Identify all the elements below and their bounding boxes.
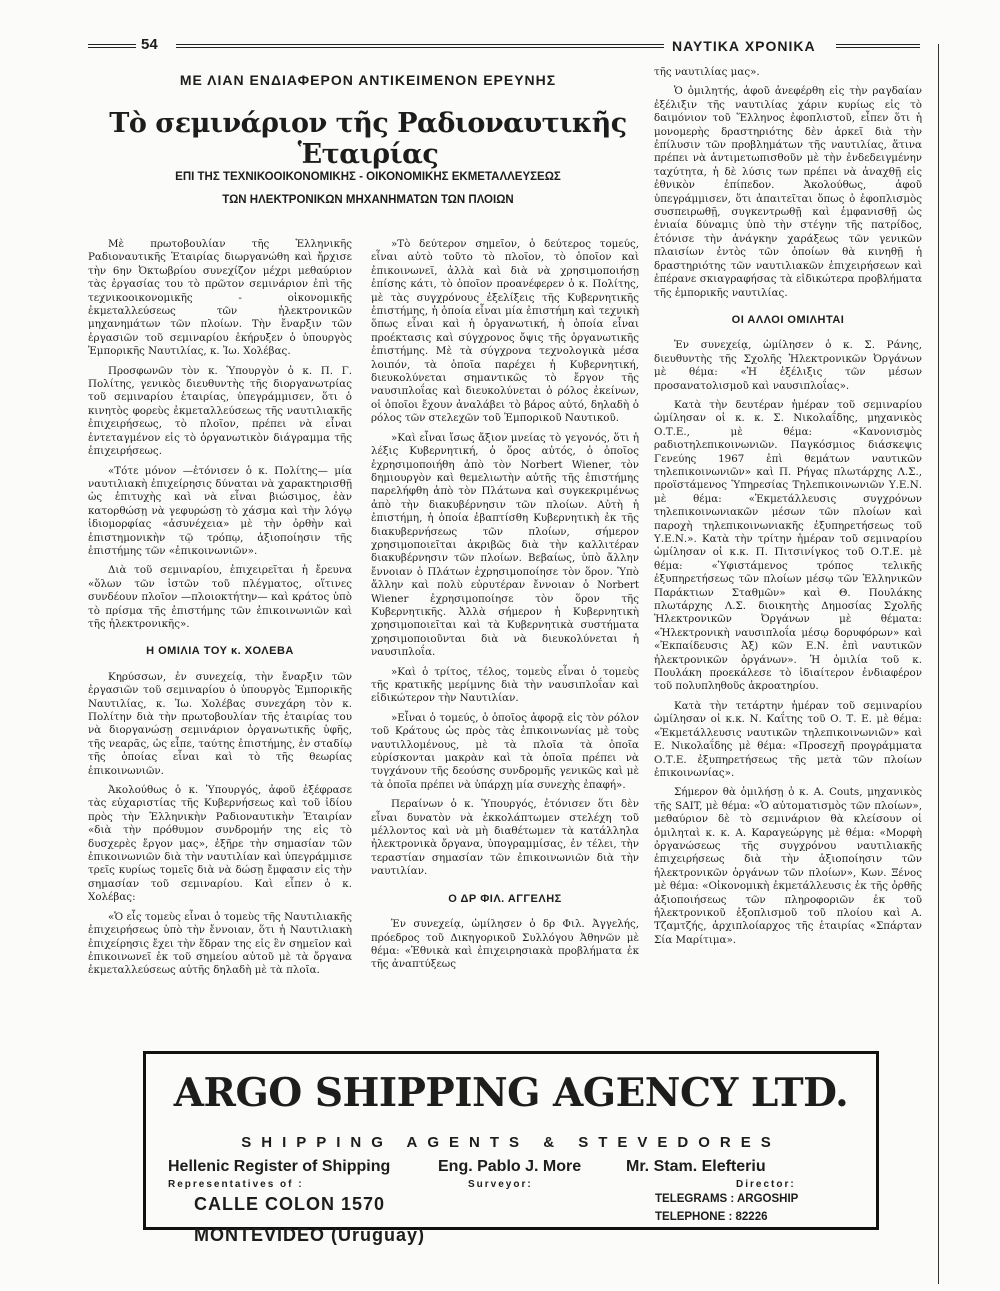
- paragraph: Ἀκολούθως ὁ κ. Ὑπουργός, ἀφοῦ ἐξέφρασε τὰς εὐχαριστίας τῆς Κυβερνήσεως καὶ τοῦ ἰδίου πρὸς τὴν Ἑλληνικὴν Ραδιοναυτικὴν Ἑταιρίαν «διὰ τὴν πρόθυμον συνδρομήν της εἰς τὸ δυσχερὲς ἔργον μας», ἐξῆρε τὴν σημασίαν τῶν ἐπικοινωνιῶν διὰ τὴν ναυτιλίαν καὶ ὑπεγράμμισε τρεῖς κυρίως τομεῖς διὰ νὰ δώσῃ ἔμφασιν εἰς τὴν σημασίαν τοῦ σεμιναρίου. Καὶ εἶπεν ὁ κ. Χολέβας:: [88, 784, 352, 904]
- ad-address-city: MONTEVIDEO (Uruguay): [194, 1225, 426, 1245]
- paragraph: »Εἶναι ὁ τομεύς, ὁ ὁποῖος ἀφορᾷ εἰς τὸν ρόλον τοῦ Κράτους ὡς πρὸς τὰς ἐπικοινωνίας μὲ τοὺς ναυτιλλομένους, μὲ τὰ πλοῖα τὰ ὁποῖα εὑρίσκονται μακρὰν καὶ τὰ ὁποῖα πρέπει νὰ τυγχάνουν τῆς δεούσης συνδρομῆς γενικῶς καὶ μὲ τὰ ὁποῖα πρέπει νὰ ὑπάρχῃ μία συνεχὴς ἐπαφή».: [371, 711, 639, 791]
- ad-company-name: ARGO SHIPPING AGENCY LTD.: [173, 1070, 849, 1116]
- header-rule-mid: [176, 44, 664, 48]
- ad-register: Hellenic Register of Shipping: [168, 1158, 391, 1175]
- subheading-holevas: Η ΟΜΙΛΙΑ ΤΟΥ κ. ΧΟΛΕΒΑ: [146, 645, 294, 658]
- article-headline: Τὸ σεμινάριον τῆς Ραδιοναυτικῆς Ἑταιρίας: [109, 108, 627, 170]
- paragraph: »Τὸ δεύτερον σημεῖον, ὁ δεύτερος τομεύς, εἶναι αὐτὸ τοῦτο τὸ πλοῖον, τὸ ὁποῖον καὶ ἐπικοινωνεῖ, ἀλλὰ καὶ διὰ νὰ χρησιμοποιήσῃ ἐπίσης κάτι, τὸ ὁποῖον προανέφερεν ὁ κ. Πολίτης, μὲ τὰς συγχρόνους ἐξελίξεις τῆς Κυβερνητικῆς ἐπιστήμης, ἡ ὁποία εἶναι μία ἐπιστήμη καὶ τεχνικὴ ὅπως εἶναι καὶ ἡ ὀργανωτική, ἡ ὁποία εἶναι προέκτασις καὶ σύγχρονος ὄψις τῆς ὀργανωτικῆς ἐπιστήμης. Μὲ τὰ σύγχρονα τεχνολογικὰ μέσα λοιπόν, τὰ ὁποῖα παρέχει ἡ Κυβερνητική, διευκολύνεται σημαντικῶς τὸ ἔργον τῆς ναυσιπλοΐας καὶ διευκολύνεται ὁ ρόλος ἐκείνων, οἱ ὁποῖοι ἔχουν ἀναλάβει τὸ βάρος αὐτό, δηλαδὴ ὁ ρόλος τῶν στελεχῶν τοῦ Ἐμπορικοῦ Ναυτικοῦ.: [371, 238, 639, 425]
- paragraph: »Καὶ εἶναι ἴσως ἄξιον μνείας τὸ γεγονός, ὅτι ἡ λέξις Κυβερνητική, ὁ ὅρος αὐτός, ὁ ὁποῖος ἐχρησιμοποιήθη ἀπὸ τὸν Norbert Wiener, τὸν δημιουργὸν καὶ θεμελιωτὴν αὐτῆς τῆς ἐπιστήμης παρελήφθη ἀπὸ τὸν Πλάτωνα καὶ συγκεκριμένως ἀπὸ τὴν διακυβέρνησιν τῶν πλοίων. Αὐτὴ ἡ ἐπιστήμη, ἡ ὁποία ἐβαπτίσθη Κυβερνητικὴ ἐκ τῆς διακυβερνήσεως τῶν πλοίων, σήμερον χρησιμοποιεῖται ἀκριβῶς διὰ τὴν καλλιτέραν διακυβέρνησιν τῶν πλοίων. Βεβαίως, ὑπὸ ἄλλην ἔννοιαν ὁ Πλάτων ἐχρησιμοποίησε τὸν ὅρον. Ὑπὸ ἄλλην καὶ πολὺ εὐρυτέραν ἔννοιαν ὁ Norbert Wiener ἐχρησιμοποίησε τὸν ὅρον τῆς Κυβερνητικῆς. Ἀλλὰ σήμερον ἡ Κυβερνητικὴ χρησιμοποιεῖται καὶ τὰ Κυβερνητικὰ συστήματα χρησιμοποιοῦνται διὰ νὰ διευκολύνεται ἡ ναυσιπλοΐα.: [371, 431, 639, 659]
- journal-title: ΝΑΥΤΙΚΑ ΧΡΟΝΙΚΑ: [672, 38, 816, 54]
- paragraph: τῆς ναυτιλίας μας».: [654, 66, 760, 78]
- paragraph: Περαίνων ὁ κ. Ὑπουργός, ἐτόνισεν ὅτι δὲν εἶναι δυνατὸν νὰ ἐκκολάπτωμεν στελέχη τοῦ μέλλοντος καὶ νὰ μὴ διαθέτωμεν τὰ κατάλληλα ἠλεκτρονικὰ ὄργανα, ὑπογραμμίσας, ἐν τέλει, τὴν τεραστίαν σημασίαν τῶν ἐπικοινωνιῶν διὰ τὴν ναυτιλίαν.: [371, 798, 639, 878]
- article-deck: [96, 166, 640, 212]
- paragraph: Κατὰ τὴν δευτέραν ἡμέραν τοῦ σεμιναρίου ὡμίλησαν οἱ κ. κ. Σ. Νικολαΐδης, μηχανικὸς Ο.Τ.Ε., μὲ θέμα: «Κανονισμὸς ραδιοτηλεπικοινωνιῶν. Παγκόσμιος διάσκεψις Γενεύης 1967 ἐπὶ θεμάτων ναυτικῶν τηλεπικοινωνιῶν» καὶ Π. Ρήγας πλωτάρχης Λ.Σ., προϊστάμενος Ὑπηρεσίας Τηλεπικοινωνιῶν Υ.Ε.Ν. μὲ θέμα: «Ἐκμετάλλευσις συγχρόνων τηλεπικοινωνιακῶν μέσων τῶν πλοίων καὶ παροχὴ τηλεπικοινωνιακῆς ἐξυπηρετήσεως τοῦ Υ.Ε.Ν.». Κατὰ τὴν τρίτην ἡμέραν τοῦ σεμιναρίου ὡμίλησαν οἱ κ.κ. Π. Πιτσινίγκος τοῦ Ο.Τ.Ε. μὲ θέμα: «Ὑφιστάμενος τρόπος τελικῆς ἐξυπηρετήσεως τῶν πλοίων μέσῳ τῶν Ἑλληνικῶν Παράκτιων Σταθμῶν» καὶ Θ. Πουλάκης πλωτάρχης Λ.Σ. διοικητὴς Δημοσίας Σχολῆς Ἠλεκτρονικῶν Ὀργάνων μὲ θέματα: «Ἠλεκτρονικὴ ναυσιπλοΐα μέσῳ δορυφόρων» καὶ «Ἐκπαίδευσις Ἀξ) κῶν Ε.Ν. ἐπὶ ναυτικῶν ἠλεκτρονικῶν ὀργάνων». Ἡ ὁμιλία τοῦ κ. Πουλάκη προεκάλεσε τὸ ἰδιαίτερον ἐνδιαφέρον τοῦ πολυπληθοῦς ἀκροατηρίου.: [654, 398, 922, 693]
- header-rule-left: [88, 44, 136, 48]
- ad-engineer: Eng. Pablo J. More: [438, 1158, 582, 1175]
- ad-register-sub: Representatives of :: [168, 1179, 304, 1190]
- article-kicker: ΜΕ ΛΙΑΝ ΕΝΔΙΑΦΕΡΟΝ ΑΝΤΙΚΕΙΜΕΝΟΝ ΕΡΕΥΝΗΣ: [179, 72, 557, 88]
- paragraph: Προσφωνῶν τὸν κ. Ὑπουργὸν ὁ κ. Π. Γ. Πολίτης, γενικὸς διευθυντὴς τῆς διοργανωτρίας τοῦ σεμιναρίου ἑταιρίας, ὑπεγράμμισεν, ὅτι ὁ κινητὸς φορεὺς ἐκμεταλλεύσεως τῆς ναυτιλιακῆς ἐπιχειρήσεως, τὸ πλοῖον, πρέπει νὰ εἶναι ἐντεταγμένον εἰς τὸ ὀργανωτικὸν διάγραμμα τῆς ἐπιχειρήσεως.: [88, 364, 352, 458]
- page-edge-rule: [938, 44, 939, 1284]
- ad-telephone: TELEPHONE : 82226: [655, 1211, 768, 1223]
- column-2: [371, 238, 639, 978]
- paragraph: Μὲ πρωτοβουλίαν τῆς Ἑλληνικῆς Ραδιοναυτικῆς Ἑταιρίας διωργανώθη καὶ ἤρχισε τὴν 6ην Ὀκτωβρίου συνεχίζον μέχρι μεθαύριον τὰς ἐργασίας του τὸ πρῶτον σεμινάριον ἐπὶ τῆς τεχνικοοικονομικῆς - οἰκονομικῆς ἐκμεταλλεύσεως τῶν ἠλεκτρονικῶν μηχανημάτων τῶν πλοίων. Τὴν ἔναρξιν τῶν ἐργασιῶν τοῦ σεμιναρίου ἐκήρυξεν ὁ ὑπουργὸς Ἐμπορικῆς Ναυτιλίας, κ. Ἰω. Χολέβας.: [88, 238, 352, 358]
- paragraph: «Τότε μόνον —ἐτόνισεν ὁ κ. Πολίτης— μία ναυτιλιακὴ ἐπιχείρησις δύναται νὰ χαρακτηρισθῇ ὡς ἐπιτυχὴς καὶ νὰ εἶναι βιώσιμος, ἐὰν κατορθώσῃ νὰ γεφυρώσῃ τὸ χάσμα καὶ τὴν λόγῳ ἰδιομορφίας «ἀσυνέχεια» μὲ τὴν ὀρθὴν καὶ ἐπιστημονικὴν τῷ τρόπῳ, ἀξιοποίησιν τῆς ἐπιστήμης τῶν «ἐπικοινωνιῶν».: [88, 464, 352, 557]
- subheading-angelis: Ο ΔΡ ΦΙΛ. ΑΓΓΕΛΗΣ: [448, 892, 562, 905]
- ad-tagline: SHIPPING AGENTS & STEVEDORES: [241, 1134, 781, 1151]
- paragraph: Σήμερον θὰ ὁμιλήσῃ ὁ κ. A. Couts, μηχανικὸς τῆς SAIT, μὲ θέμα: «Ὁ αὐτοματισμὸς τῶν πλοίων», μεθαύριον δὲ τὸ σεμινάριον θὰ κλείσουν οἱ ὁμιληταὶ κ. κ. Α. Καραγεώργης μὲ θέμα: «Μορφὴ ὀργανώσεως τῆς συγχρόνου ναυτιλιακῆς ἐπιχειρήσεως διὰ τὴν ἀξιοποίησιν τῶν ἠλεκτρονικῶν ὀργάνων τῶν πλοίων», Κων. Ξένος μὲ θέμα: «Οἰκονομικὴ ἐκμετάλλευσις ἐκ τῆς ὀρθῆς ἀξιοποιήσεως τῶν πληροφοριῶν ἐκ τοῦ ἠλεκτρονικοῦ ἐξοπλισμοῦ τοῦ πλοίου καὶ Α. Τζαμτζής, ἀρχιπλοίαρχος τῆς ἑταιρίας «Σπάρταν Σία Μαρίτιμα».: [654, 786, 922, 946]
- page-number: 54: [141, 36, 158, 53]
- paragraph: Κατὰ τὴν τετάρτην ἡμέραν τοῦ σεμιναρίου ὡμίλησαν οἱ κ.κ. Ν. Καΐτης τοῦ Ο. Τ. Ε. μὲ θέμα: «Ἐκμετάλλευσις ναυτικῶν τηλεπικοινωνιῶν» καὶ Ε. Νικολαΐδης μὲ θέμα: «Προσεχῆ προγράμματα Ο.Τ.Ε. ἐξυπηρετήσεως τῆς μετὰ τῶν πλοίων ἐπικοινωνίας».: [654, 699, 922, 779]
- paragraph: Διὰ τοῦ σεμιναρίου, ἐπιχειρεῖται ἡ ἔρευνα «ὅλων τῶν ἱστῶν τοῦ πλέγματος, οἵτινες συνδέουν πλοῖον —πλοιοκτήτην— καὶ κράτος ὑπὸ τὸ πρίσμα τῆς ἐπιστήμης τῶν ἐπικοινωνιῶν καὶ τῆς ἠλεκτρονικῆς».: [88, 564, 352, 630]
- ad-telegrams: TELEGRAMS : ARGOSHIP: [655, 1193, 799, 1205]
- header-rule-right: [836, 44, 920, 48]
- ad-director: Mr. Stam. Elefteriu: [626, 1158, 766, 1175]
- deck-line-1: ΕΠΙ ΤΗΣ ΤΕΧΝΙΚΟΟΙΚΟΝΟΜΙΚΗΣ - ΟΙΚΟΝΟΜΙΚΗΣ ΕΚΜΕΤΑΛΛΕΥΣΕΩΣ: [175, 171, 561, 183]
- paragraph: »Καὶ ὁ τρίτος, τέλος, τομεὺς εἶναι ὁ τομεὺς τῆς κρατικῆς μερίμνης διὰ τὴν ναυσιπλοΐαν καὶ εἰδικώτερον τὴν Ναυτιλίαν.: [371, 665, 639, 705]
- paragraph: Ἐν συνεχείᾳ, ὡμίλησεν ὁ δρ Φιλ. Ἀγγελής, πρόεδρος τοῦ Δικηγορικοῦ Συλλόγου Ἀθηνῶν μὲ θέμα: «Ἐθνικὰ καὶ ἐπιχειρησιακὰ προβλήματα ἐκ τῆς ἀναπτύξεως: [371, 918, 639, 971]
- ad-address-street: CALLE COLON 1570: [194, 1194, 386, 1214]
- subheading-other-speakers: ΟΙ ΑΛΛΟΙ ΟΜΙΛΗΤΑΙ: [731, 313, 845, 326]
- paragraph: Ἐν συνεχείᾳ, ὡμίλησεν ὁ κ. Σ. Ράνης, διευθυντὴς τῆς Σχολῆς Ἠλεκτρονικῶν Ὀργάνων μὲ θέμα: «Ἡ ἐξέλιξις τῶν μέσων προσανατολισμοῦ καὶ ναυσιπλοΐας».: [654, 339, 922, 392]
- deck-line-2: ΤΩΝ ΗΛΕΚΤΡΟΝΙΚΩΝ ΜΗΧΑΝΗΜΑΤΩΝ ΤΩΝ ΠΛΟΙΩΝ: [222, 194, 514, 206]
- paragraph: «Ὁ εἷς τομεὺς εἶναι ὁ τομεὺς τῆς Ναυτιλιακῆς ἐπιχειρήσεως ὑπὸ τὴν ἔννοιαν, ὅτι ἡ Ναυτιλιακὴ ἐπιχείρησις ἔχει τὴν ἕδραν της εἰς ἓν σημεῖον καὶ ἐπικοινωνεῖ ἐκ τοῦ σημείου αὐτοῦ μὲ τὰ ὄργανα ἐκμεταλλεύσεως αὐτῆς δηλαδὴ μὲ τὰ πλοῖα.: [88, 910, 352, 977]
- column-3: [654, 66, 922, 953]
- paragraph: Κηρύσσων, ἐν συνεχείᾳ, τὴν ἔναρξιν τῶν ἐργασιῶν τοῦ σεμιναρίου ὁ ὑπουργὸς Ἐμπορικῆς Ναυτιλίας, κ. Ἰω. Χολέβας συνεχάρη τὸν κ. Πολίτην διὰ τὴν πρωτοβουλίαν τῆς ἑταιρίας του νὰ διοργανώσῃ σεμινάριον ὀργανωτικῆς ὑφῆς, τῆς νεαρᾶς, ὡς εἶπε, ταύτης ἐπιστήμης, ἐν σταδίῳ τῆς ὁποίας εἶναι καὶ τὸ τῆς θεωρίας ἐπικοινωνιῶν.: [88, 670, 352, 777]
- ad-engineer-sub: Surveyor:: [468, 1179, 533, 1190]
- paragraph: Ὁ ὁμιλητής, ἀφοῦ ἀνεφέρθη εἰς τὴν ραγδαίαν ἐξέλιξιν τῆς ναυτιλίας χάριν κυρίως εἰς τὸ δαιμόνιον τοῦ Ἕλληνος ἐφοπλιστοῦ, εἶπεν ὅτι ἡ μονομερὴς δραστηριότης δὲν ἀρκεῖ διὰ τὴν ἐπίλυσιν τῶν προβλημάτων τῆς ναυτιλίας, ἅτινα πρέπει νὰ ἀντιμετωπισθοῦν μὲ τὴν ἐνδεδειγμένην ταχύτητα, ἡ δὲ λύσις των πρέπει νὰ ἀναχθῇ εἰς ἐθνικὸν ἐπίπεδον. Ἀκολούθως, ἀφοῦ ὑπεγράμμισεν, ὅτι ἀπαιτεῖται ὅπως ὁ ἐφοπλισμὸς συσπειρωθῇ, συγκεντρωθῇ καὶ ἐμφανισθῇ ὡς ἑνιαία δύναμις ὑπὸ τὴν στέγην τῆς πατρίδος, ἐτόνισε τὴν ἀνάγκην χαράξεως τῶν γενικῶν πλαισίων ἐντὸς τῶν ὁποίων θὰ κινηθῇ ἡ δραστηριότης τῶν ναυτιλιακῶν ἐπιχειρήσεων καὶ ἐπέρανε σκιαγραφήσας τὰ εἰδικώτερα προβλήματα τῆς ἐμπορικῆς ναυτιλίας.: [654, 85, 922, 299]
- column-1: [88, 238, 352, 984]
- ad-director-sub: Director:: [736, 1179, 796, 1190]
